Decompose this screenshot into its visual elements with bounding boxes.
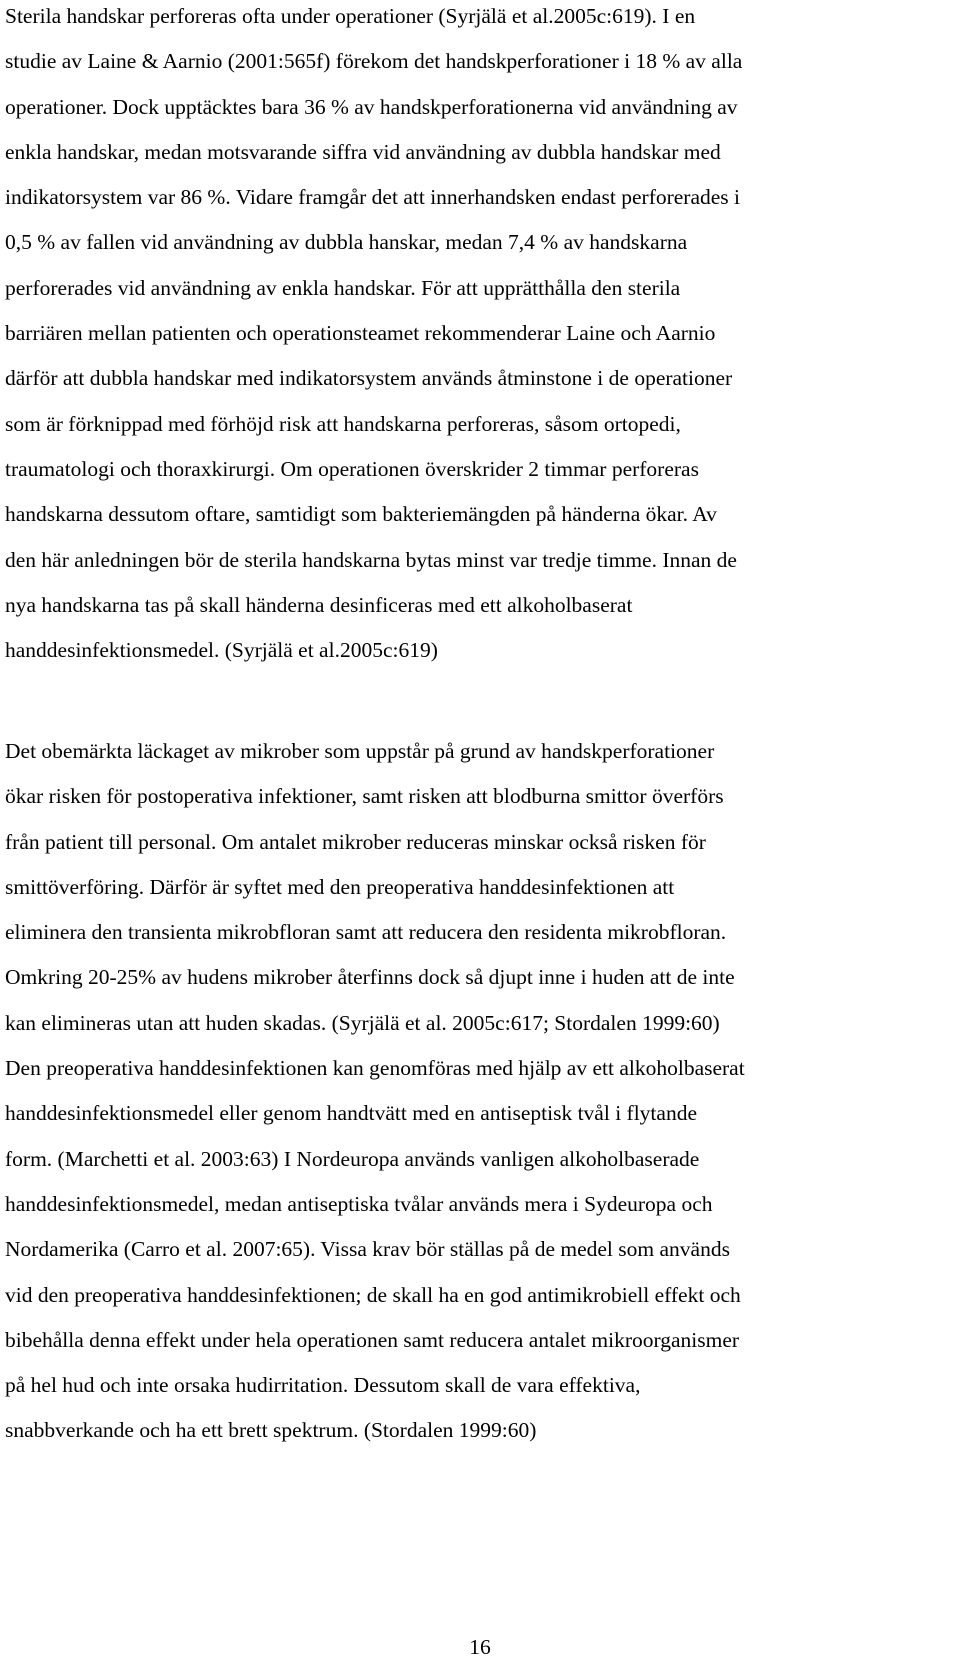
paragraph-hand-disinfection — [5, 729, 953, 1454]
text-line: smittöverföring. Därför är syftet med den preoperativa handdesinfektionen att — [5, 874, 675, 899]
text-line: Sterila handskar perforeras ofta under operationer (Syrjälä et al.2005c:619). I en — [5, 4, 696, 28]
text-line: barriären mellan patienten och operationsteamet rekommenderar Laine och Aarnio — [5, 321, 716, 346]
text-line: handdesinfektionsmedel, medan antiseptiska tvålar används mera i Sydeuropa och — [5, 1191, 713, 1216]
text-line: eliminera den transienta mikrobfloran samt att reducera den residenta mikrobfloran. — [5, 920, 727, 945]
paragraph-glove-perforation — [5, 0, 953, 673]
text-line: kan elimineras utan att huden skadas. (Syrjälä et al. 2005c:617; Stordalen 1999:60) — [5, 1010, 720, 1035]
text-line: studie av Laine & Aarnio (2001:565f) förekom det handskperforationer i 18 % av alla — [5, 49, 743, 74]
page-number: 16 — [469, 1635, 491, 1659]
text-line: nya handskarna tas på skall händerna desinficeras med ett alkoholbaserat — [5, 592, 633, 617]
text-line: snabbverkande och ha ett brett spektrum. (Stordalen 1999:60) — [5, 1418, 537, 1443]
text-line: vid den preoperativa handdesinfektionen; de skall ha en god antimikrobiell effekt och — [5, 1282, 741, 1307]
text-line: Nordamerika (Carro et al. 2007:65). Vissa krav bör ställas på de medel som används — [5, 1237, 730, 1262]
text-line: Omkring 20-25% av hudens mikrober återfinns dock så djupt inne i huden att de inte — [5, 965, 735, 990]
text-line: traumatologi och thoraxkirurgi. Om operationen överskrider 2 timmar perforeras — [5, 456, 699, 481]
text-line: från patient till personal. Om antalet mikrober reduceras minskar också risken för — [5, 829, 706, 854]
text-line: den här anledningen bör de sterila handskarna bytas minst var tredje timme. Innan de — [5, 547, 737, 572]
text-line: perforerades vid användning av enkla handskar. För att upprätthålla den sterila — [5, 275, 681, 300]
text-line: enkla handskar, medan motsvarande siffra vid användning av dubbla handskar med — [5, 139, 721, 164]
text-line: indikatorsystem var 86 %. Vidare framgår det att innerhandsken endast perforerades i — [5, 185, 741, 210]
text-line: ökar risken för postoperativa infektioner, samt risken att blodburna smittor överförs — [5, 784, 724, 809]
text-line: handdesinfektionsmedel eller genom handtvätt med en antiseptisk tvål i flytande — [5, 1101, 697, 1126]
text-line: på hel hud och inte orsaka hudirritation. Dessutom skall de vara effektiva, — [5, 1373, 641, 1398]
text-line: Den preoperativa handdesinfektionen kan genomföras med hjälp av ett alkoholbaserat — [5, 1056, 745, 1081]
text-line: form. (Marchetti et al. 2003:63) I Nordeuropa används vanligen alkoholbaserade — [5, 1146, 700, 1171]
text-line: 0,5 % av fallen vid användning av dubbla hanskar, medan 7,4 % av handskarna — [5, 230, 688, 255]
text-line: som är förknippad med förhöjd risk att handskarna perforeras, såsom ortopedi, — [5, 411, 681, 436]
text-line: bibehålla denna effekt under hela operationen samt reducera antalet mikroorganismer — [5, 1327, 740, 1352]
text-line: operationer. Dock upptäcktes bara 36 % av handskperforationerna vid användning av — [5, 94, 738, 119]
text-line: Det obemärkta läckaget av mikrober som uppstår på grund av handskperforationer — [5, 739, 715, 763]
text-line: därför att dubbla handskar med indikatorsystem används åtminstone i de operationer — [5, 366, 733, 391]
text-line: handdesinfektionsmedel. (Syrjälä et al.2005c:619) — [5, 638, 438, 663]
text-line: handskarna dessutom oftare, samtidigt som bakteriemängden på händerna ökar. Av — [5, 502, 717, 527]
